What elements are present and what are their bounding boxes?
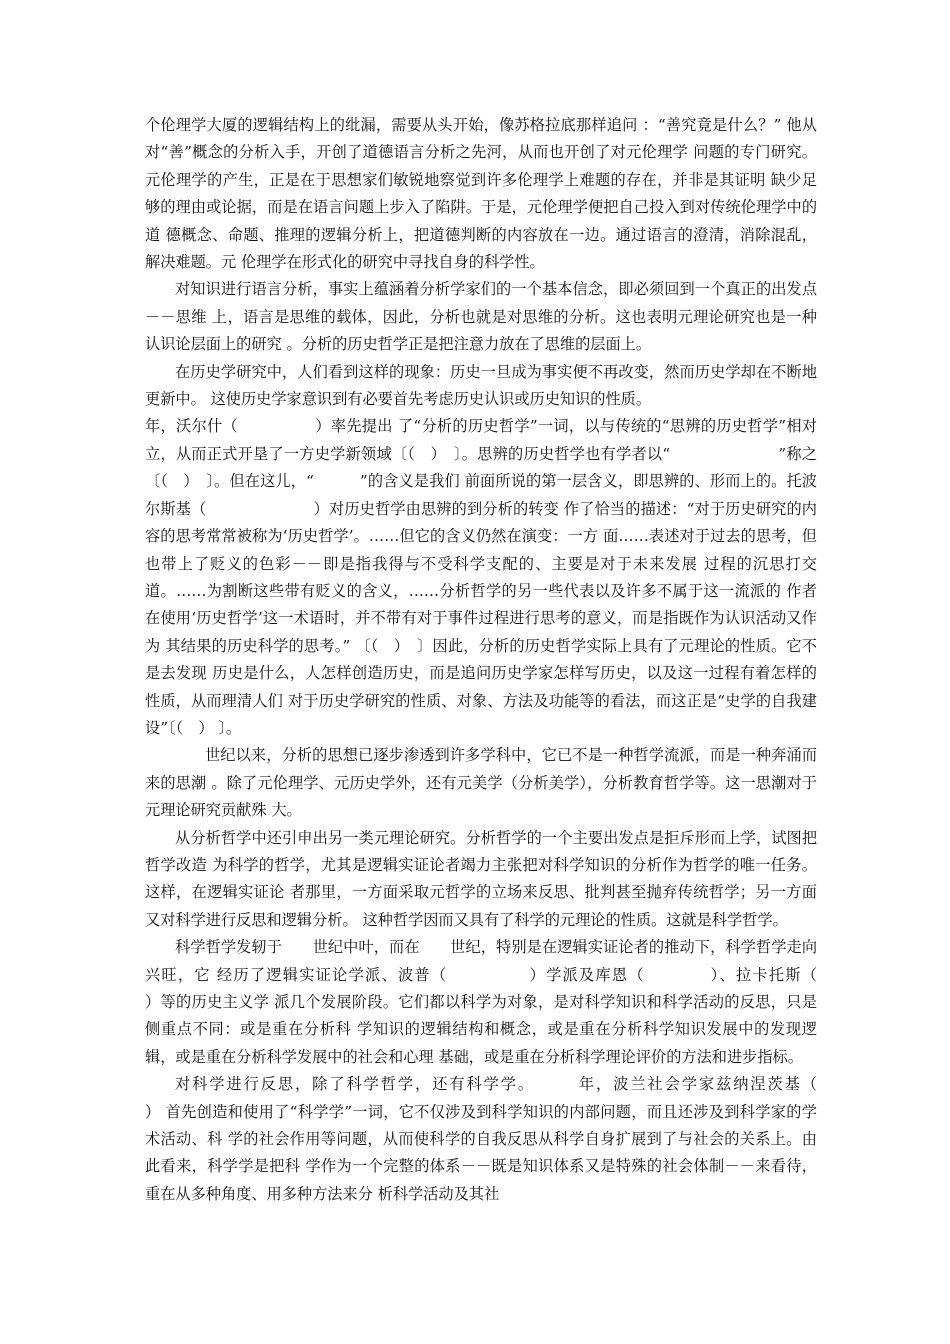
document-page <box>145 112 909 1208</box>
paragraph-6: 从分析哲学中还引申出另一类元理论研究。分析哲学的一个主要出发点是拒斥形而上学，试图把哲学改造 为科学的哲学，尤其是逻辑实证论者竭力主张把对科学知识的分析作为哲学的唯一任务。这样，在逻辑实证论 者那里，一方面采取元哲学的立场来反思、批判甚至抛弃传统哲学；另一方面又对科学进行反思和逻辑分析。 这种哲学因而又具有了科学的元理论的性质。这就是科学哲学。 <box>145 828 817 929</box>
paragraph-8: 对科学进行反思，除了科学哲学，还有科学学。 年，波兰社会学家兹纳涅茨基（ ） 首先创造和使用了“科学学”一词，它不仅涉及到科学知识的内部问题，而且还涉及到科学家的学术活动、科 学的社会作用等问题，从而使科学的自我反思从科学自身扩展到了与社会的关系上。由此看来，科学学是把科 学作为一个完整的体系－－既是知识体系又是特殊的社会体制－－来看待，重在从多种角度、用多种方法来分 析科学活动及其社 <box>145 1075 909 1203</box>
paragraph-4: 年，沃尔什（ ）率先提出 了“分析的历史哲学”一词，以与传统的“思辨的历史哲学”相对立，从而正式开垦了一方史学新领域〔（ ） 〕。思辨的历史哲学也有学者以“ ”称之〔（ ） 〕。但在这儿，“ ”的含义是我们 前面所说的第一层含义，即思辨的、形而上的。托波尔斯基（ ）对历史哲学由思辨的到分析的转变 作了恰当的描述：“对于历史研究的内容的思考常常被称为‘历史哲学’。……但它的含义仍然在演变：一方 面……表述对于过去的思考，但也带上了贬义的色彩－－即是指我得与不受科学支配的、主要是对于未来发展 过程的沉思打交道。……为割断这些带有贬义的含义，……分析哲学的另一些代表以及许多不属于这一流派的 作者在使用‘历史哲学’这一术语时，并不带有对于事件过程进行思考的意义，而是指既作为认识活动又作为 其结果的历史科学的思考。” 〔（ ） 〕因此，分析的历史哲学实际上具有了元理论的性质。它不是去发现 历史是什么，人怎样创造历史，而是追问历史学家怎样写历史，以及这一过程有着怎样的性质，从而理清人们 对于历史学研究的性质、对象、方法及功能等的看法，而这正是“史学的自我建设”〔（ ） 〕。 <box>145 417 817 737</box>
paragraph-1: 个伦理学大厦的逻辑结构上的纰漏，需要从头开始，像苏格拉底那样追问 ：“善究竟是什么？” 他从对“善”概念的分析入手，开创了道德语言分析之先河，从而也开创了对元伦理学 问题的专门研究。元伦理学的产生，正是在于思想家们敏锐地察觉到许多伦理学上难题的存在，并非是其证明 缺少足够的理由或论据，而是在语言问题上步入了陷阱。于是，元伦理学便把自己投入到对传统伦理学中的道 德概念、命题、推理的逻辑分析上，把道德判断的内容放在一边。通过语言的澄清，消除混乱，解决难题。元 伦理学在形式化的研究中寻找自身的科学性。 <box>145 116 817 272</box>
paragraph-7: 科学哲学发轫于 世纪中叶，而在 世纪，特别是在逻辑实证论者的推动下，科学哲学走向兴旺，它 经历了逻辑实证论学派、波普（ ）学派及库恩（ ）、拉卡托斯（ ）等的历史主义学 派几个发展阶段。它们都以科学为对象，是对科学知识和科学活动的反思，只是侧重点不同：或是重在分析科 学知识的逻辑结构和概念，或是重在分析科学知识发展中的发现逻辑，或是重在分析科学发展中的社会和心理 基础，或是重在分析科学理论评价的方法和进步指标。 <box>145 938 893 1066</box>
paragraph-3: 在历史学研究中，人们看到这样的现象：历史一旦成为事实便不再改变，然而历史学却在不断地更新中。 这使历史学家意识到有必要首先考虑历史认识或历史知识的性质。 <box>145 362 817 409</box>
paragraph-5: 世纪以来，分析的思想已逐步渗透到许多学科中，它已不是一种哲学流派，而是一种奔涌而来的思潮 。除了元伦理学、元历史学外，还有元美学（分析美学），分析教育哲学等。这一思潮对于元理论研究贡献殊 大。 <box>145 746 817 820</box>
paragraph-2: 对知识进行语言分析，事实上蕴涵着分析学家们的一个基本信念，即必须回到一个真正的出发点－－思维 上，语言是思维的载体，因此，分析也就是对思维的分析。这也表明元理论研究也是一种认识论层面上的研究 。分析的历史哲学正是把注意力放在了思维的层面上。 <box>145 280 817 354</box>
